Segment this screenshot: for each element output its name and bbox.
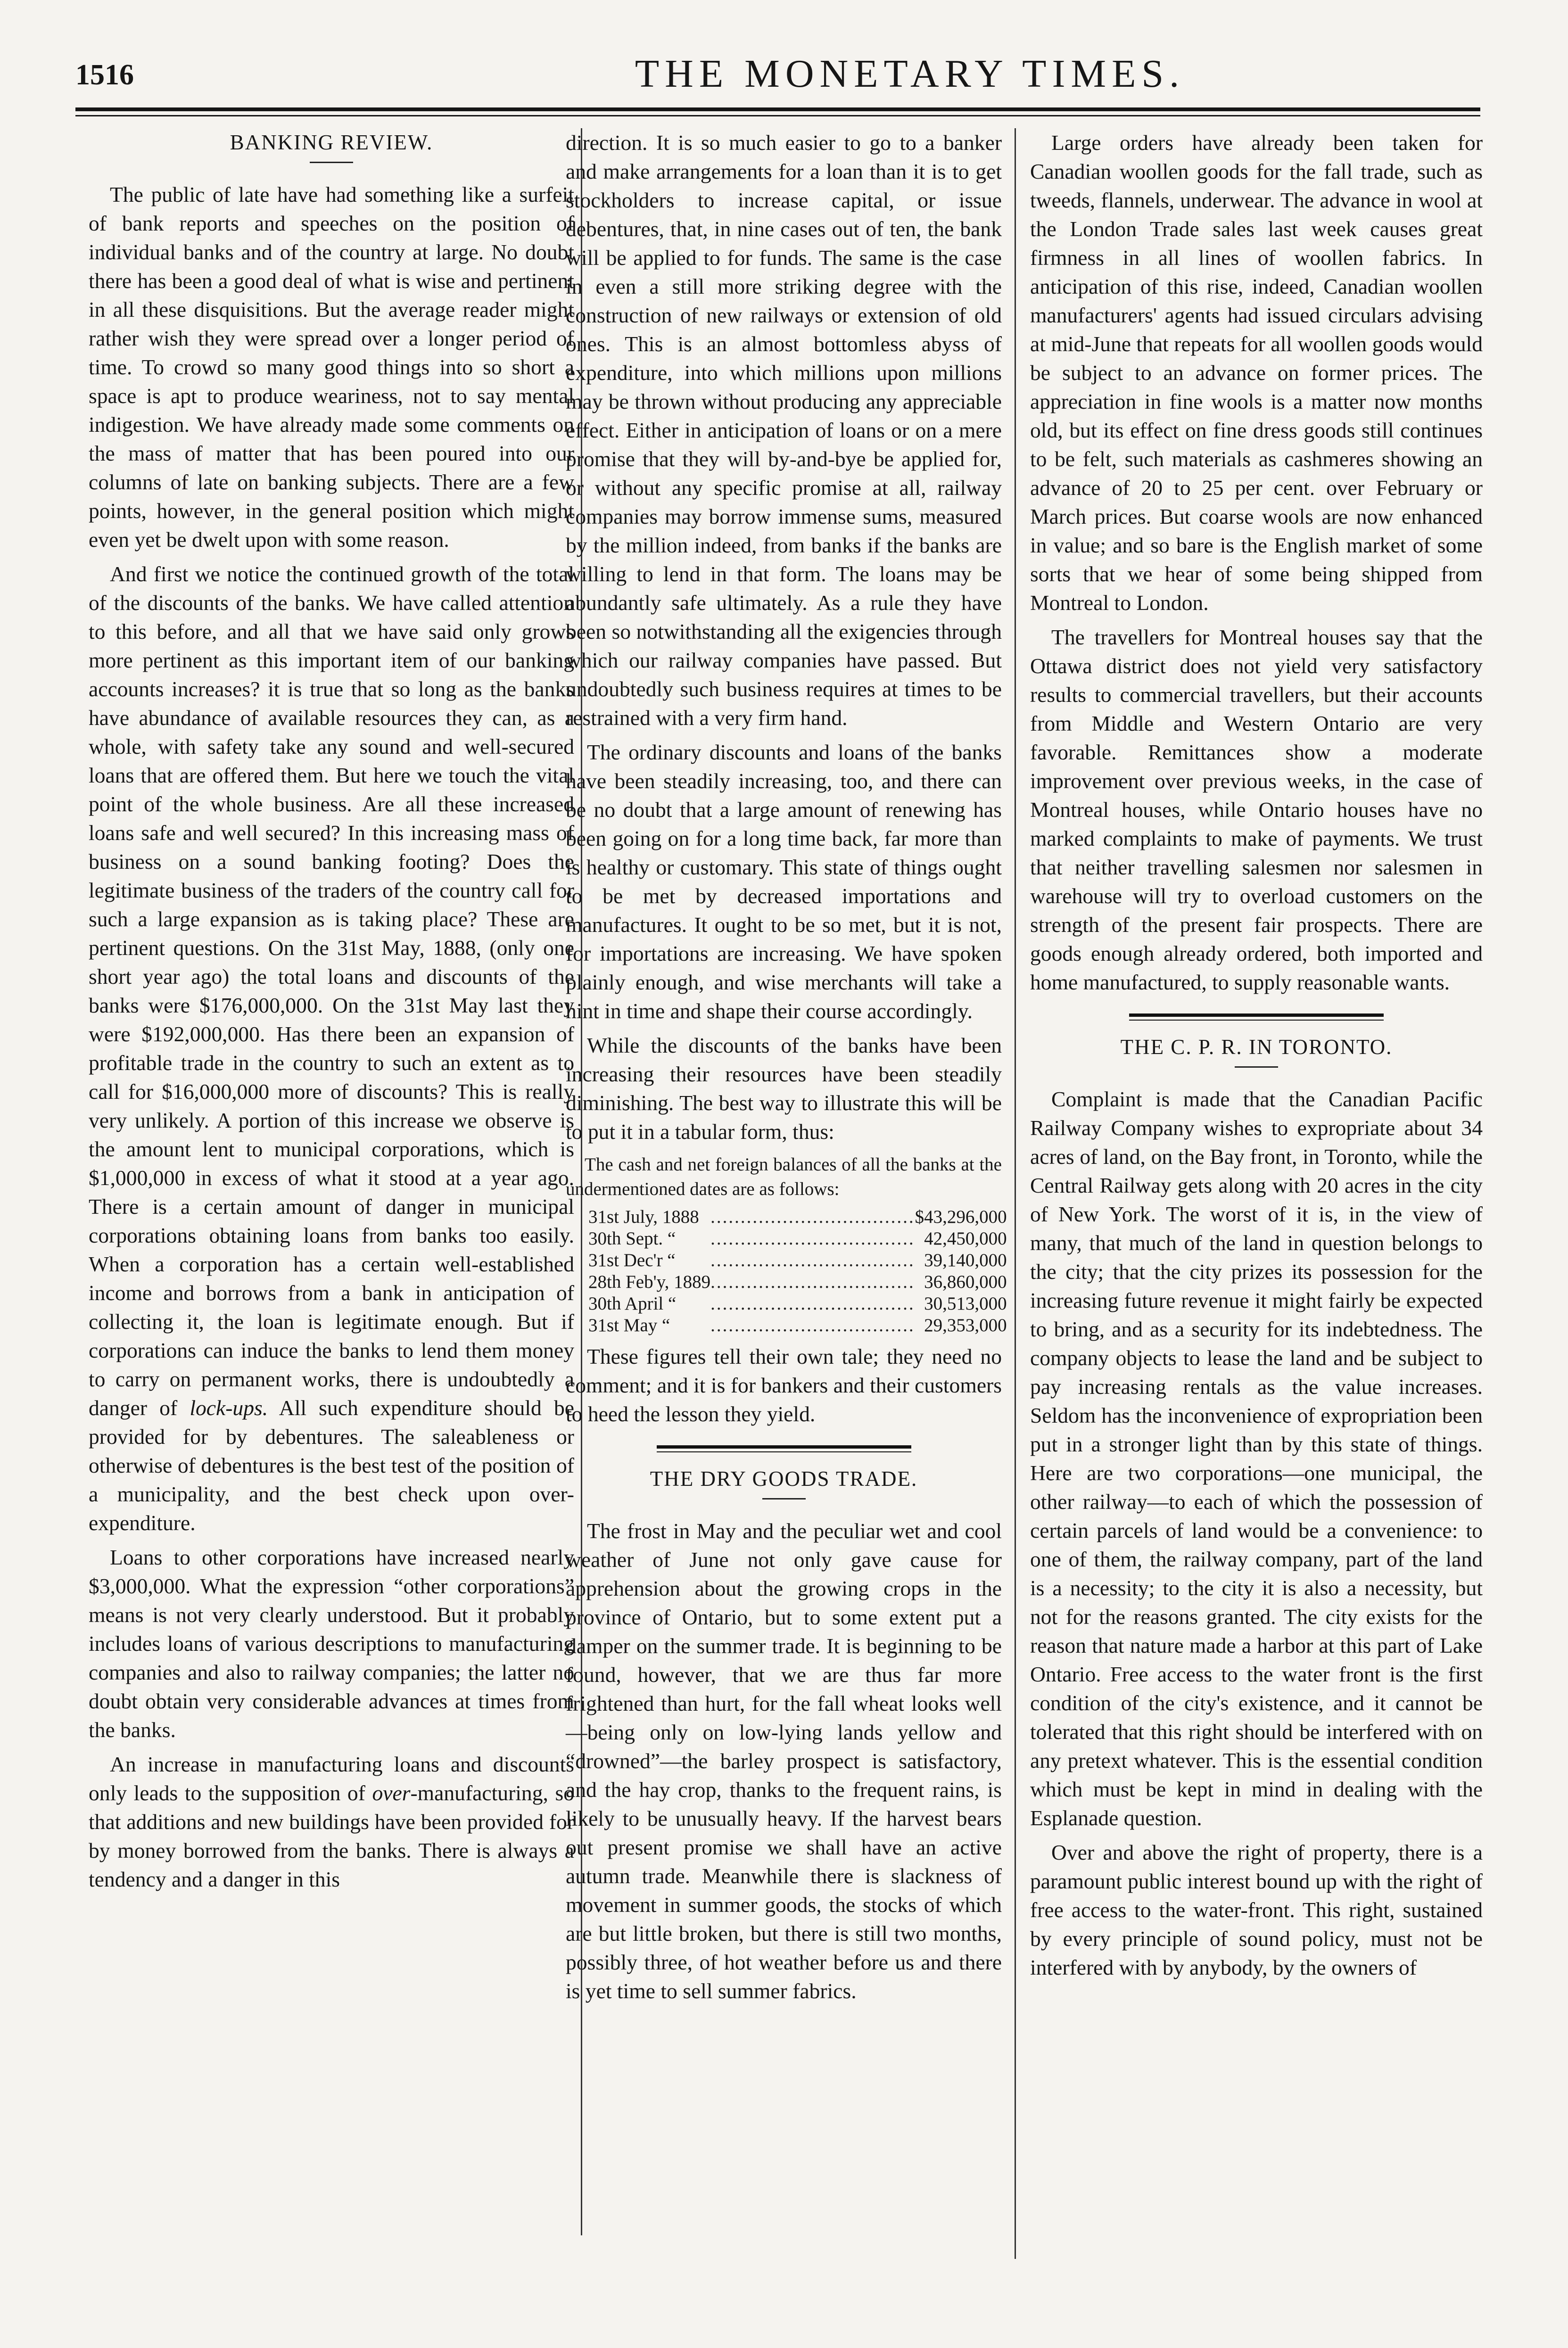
cpr-paragraph-2: Over and above the right of property, there is a paramount public interest bound up with the right of free access to the water-front. This right, sustained by every principle of sound policy, must not be interfered with by anybody, by the owners of [1030, 1840, 1483, 1979]
heading-underline [310, 162, 353, 163]
banking-paragraph-6: The ordinary discounts and loans of the banks have been steadily increasing, too, and there can be no doubt that a large amount of renewing has been going on for a long time back, far more than is healthy or customary. This state of things ought to be met by decreased importations and manufactures. It ought to be so met, but it is not, for importations are increasing. We have spoken plainly enough, and wise merchants will take a hint in time and shape their course accordingly. [566, 740, 1002, 1023]
leader-dots: .................................. [710, 1272, 915, 1292]
balances-row [588, 1206, 1007, 1228]
italic-lock-ups: lock-ups. [190, 1396, 268, 1420]
section-divider [1129, 1013, 1384, 1021]
balance-date: 31st July, 1888 [588, 1207, 699, 1227]
page-number: 1516 [75, 59, 134, 91]
balances-row [588, 1293, 1007, 1315]
balances-table-intro: The cash and net foreign balances of all the banks at the undermentioned dates are as follows: [566, 1154, 1002, 1199]
balance-date: 30th April “ [588, 1293, 677, 1314]
balance-date: 28th Feb'y, 1889 [588, 1272, 711, 1292]
balances-table [588, 1206, 1007, 1336]
balance-date: 31st May “ [588, 1315, 670, 1335]
heading-underline [1235, 1066, 1278, 1068]
masthead-title: THE MONETARY TIMES. [635, 52, 1185, 96]
balance-amount: 42,450,000 [924, 1228, 1007, 1249]
column-3 [1030, 128, 1483, 1982]
balances-row [588, 1228, 1007, 1250]
header-rule-thin [75, 115, 1480, 116]
balance-amount: $43,296,000 [915, 1207, 1007, 1227]
cpr-toronto-heading: THE C. P. R. IN TORONTO. [1120, 1035, 1393, 1059]
balance-date: 31st Dec'r “ [588, 1250, 676, 1270]
balance-amount: 30,513,000 [924, 1293, 1007, 1314]
section-divider [657, 1445, 911, 1452]
cpr-paragraph-1: Complaint is made that the Canadian Pacific Railway Company wishes to expropriate about 34 acres of land, on the Bay front, in Toronto, while the Central Railway gets along with 20 acres in the city of New York. The worst of it is, in the view of many, that much of the land in question belongs to the city; that the city prizes its possession for the increasing future revenue it might fairly be expected to bring, and as a security for its indebtedness. The company objects to lease the land and be subject to pay increasing rentals as the value increases. Seldom has the inconvenience of expropriation been put in a stronger light than by this state of things. Here are two corporations—one municipal, the other railway—to each of which the possession of certain parcels of land would be a convenience: to one of them, the railway company, part of the land is a necessity; to the city it is also a necessity, but not for the reasons granted. The city exists for the reason that nature made a harbor at this part of Lake Ontario. Free access to the water front is the first condition of the city's existence, and it cannot be tolerated that this right should be interfered with on any pretext whatever. This is the essential condition which must be kept in mind in dealing with the Esplanade question. [1030, 1087, 1483, 1830]
leader-dots: .................................. [710, 1228, 915, 1249]
banking-review-heading: BANKING REVIEW. [230, 131, 433, 154]
banking-paragraph-8: These figures tell their own tale; they need no comment; and it is for bankers and their customers to heed the lesson they yield. [566, 1344, 1002, 1426]
dry-goods-heading: THE DRY GOODS TRADE. [650, 1467, 918, 1491]
banking-paragraph-3: Loans to other corporations have increased nearly $3,000,000. What the expression “other corporations” means is not very clearly understood. But it probably includes loans of various descriptions to manufacturing companies and also to railway companies; the latter no doubt obtain very considerable advances at times from the banks. [89, 1545, 574, 1742]
leader-dots: .................................. [710, 1250, 915, 1270]
column-divider-2 [1015, 128, 1016, 2259]
leader-dots: .................................. [710, 1207, 915, 1227]
balance-amount: 39,140,000 [924, 1250, 1007, 1270]
balance-date: 30th Sept. “ [588, 1228, 676, 1249]
heading-underline [762, 1498, 806, 1499]
banking-paragraph-4: An increase in manufacturing loans and discounts only leads to the supposition of over-manufacturing, so that additions and new buildings have been provided for by money borrowed from the banks. There is always a tendency and a danger in this [89, 1752, 574, 1891]
dry-goods-paragraph-3: The travellers for Montreal houses say that the Ottawa district does not yield very satisfactory results to commercial travellers, but their accounts from Middle and Western Ontario are very favorable. Remittances show a moderate improvement over previous weeks, in the case of Montreal houses, while Ontario houses have no marked complaints to make of payments. We trust that neither travelling salesmen nor salesmen in warehouse will try to overload customers on the strength of the present fair prospects. There are goods enough already ordered, both imported and home manufactured, to supply reasonable wants. [1030, 625, 1483, 994]
banking-paragraph-1: The public of late have had something like a surfeit of bank reports and speeches on the position of individual banks and of the country at large. No doubt there has been a good deal of what is wise and pertinent in all these disquisitions. But the average reader might rather wish they were spread over a longer period of time. To crowd so many good things into so short a space is apt to produce weariness, not to say mental indigestion. We have already made some comments on the mass of matter that has been poured into our columns of late on banking subjects. There are a few points, however, in the general position which might even yet be dwelt upon with some reason. [89, 182, 574, 552]
leader-dots: .................................. [710, 1315, 915, 1335]
balances-row [588, 1315, 1007, 1336]
header-rule-thick [75, 107, 1480, 111]
banking-paragraph-2: And first we notice the continued growth of the total of the discounts of the banks. We have called attention to this before, and all that we have said only grows more pertinent as this important item of our banking accounts increases? it is true that so long as the banks have abundance of available resources they can, as a whole, with safety take any sound and well-secured loans that are offered them. But here we touch the vital point of the whole business. Are all these increased loans safe and well secured? In this increasing mass of business on a sound banking footing? Does the legitimate business of the traders of the country call for such a large expansion as is taking place? These are pertinent questions. On the 31st May, 1888, (only one short year ago) the total loans and discounts of the banks were $176,000,000. On the 31st May last they were $192,000,000. Has there been an expansion of profitable trade in the country to such an extent as to call for $16,000,000 more of discounts? This is really very unlikely. A portion of this increase we observe is the amount lent to municipal corporations, which is $1,000,000 in excess of what it stood at a year ago. There is a certain amount of danger in municipal corporations obtaining loans from banks too easily. When a corporation has a certain well-established income and borrows from a bank in anticipation of collecting it, the loan is legitimate enough. But if corporations can induce the banks to lend them money to carry on permanent works, there is undoubtedly a danger of lock-ups. All such expenditure should be provided for by debentures. The saleableness or otherwise of debentures is the best test of the position of a municipality, and the best check upon over-expenditure. [89, 562, 574, 1535]
column-2 [566, 128, 1007, 2005]
dry-goods-paragraph-1: The frost in May and the peculiar wet and cool weather of June not only gave cause for apprehension about the growing crops in the province of Ontario, but to some extent put a damper on the summer trade. It is beginning to be found, however, that we are thus far more frightened than hurt, for the fall wheat looks well—being only on low-lying lands yellow and “drowned”—the barley prospect is satisfactory, and the hay crop, thanks to the frequent rains, is likely to be unusually heavy. If the harvest bears out present promise we shall have an active autumn trade. Meanwhile there is slackness of movement in summer goods, the stocks of which are but little broken, but there is still two months, possibly three, of hot weather before us and there is yet time to sell summer fabrics. [566, 1519, 1002, 2003]
balances-row [588, 1250, 1007, 1271]
balances-row [588, 1271, 1007, 1293]
balance-amount: 29,353,000 [924, 1315, 1007, 1335]
column-1 [89, 128, 574, 1894]
banking-paragraph-5: direction. It is so much easier to go to a banker and make arrangements for a loan than it is to get stockholders to increase capital, or issue debentures, that, in nine cases out of ten, the bank will be applied to for funds. The same is the case in even a still more striking degree with the construction of new railways or extension of old ones. This is an almost bottomless abyss of expenditure, into which millions upon millions may be thrown without producing any appreciable effect. Either in anticipation of loans or on a mere promise that they will by-and-bye be applied for, or without any specific promise at all, railway companies may borrow immense sums, measured by the million indeed, from banks if the banks are willing to lend in that form. The loans may be abundantly safe ultimately. As a rule they have been so notwithstanding all the exigencies through which our railway companies have passed. But undoubtedly such business requires at times to be restrained with a very firm hand. [566, 131, 1002, 730]
italic-over: over [372, 1781, 411, 1805]
balance-amount: 36,860,000 [924, 1272, 1007, 1292]
banking-paragraph-7: While the discounts of the banks have been increasing their resources have been steadily diminishing. The best way to illustrate this will be to put it in a tabular form, thus: [566, 1033, 1002, 1144]
leader-dots: .................................. [710, 1293, 915, 1314]
dry-goods-paragraph-2: Large orders have already been taken for Canadian woollen goods for the fall trade, such as tweeds, flannels, underwear. The advance in wool at the London Trade sales last week causes great firmness in all lines of woollen fabrics. In anticipation of this rise, indeed, Canadian woollen manufacturers' agents had issued circulars advising at mid-June that repeats for all woollen goods would be subject to an advance on former prices. The appreciation in fine wools is a matter now months old, but its effect on fine dress goods still continues to be felt, such materials as cashmeres showing an advance of 20 to 25 per cent. over February or March prices. But coarse wools are now enhanced in value; and so bare is the English market of some sorts that we hear of some being shipped from Montreal to London. [1030, 131, 1483, 615]
